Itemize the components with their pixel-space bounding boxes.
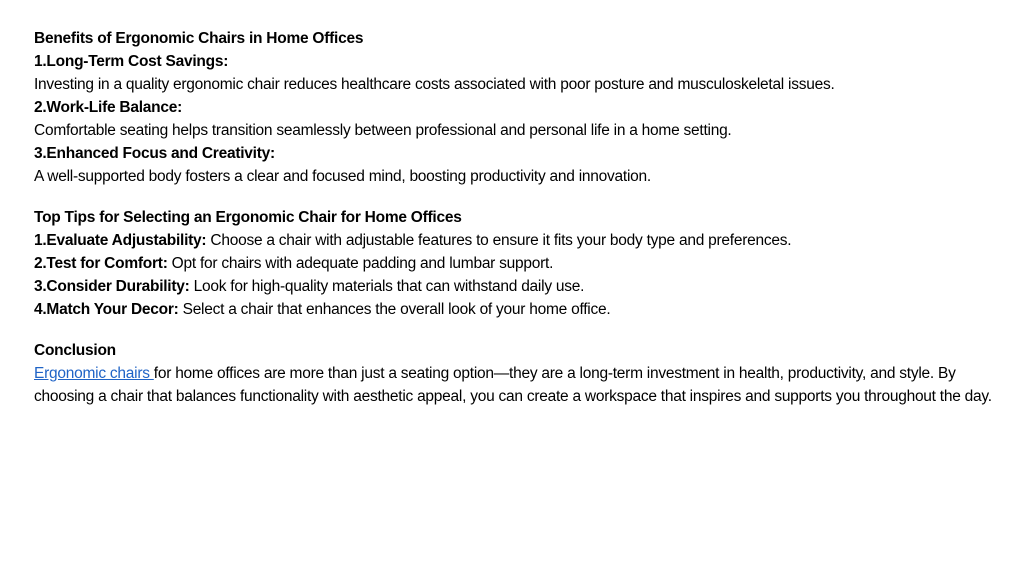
section-spacer bbox=[34, 321, 994, 339]
tip-adjustability bbox=[34, 229, 994, 252]
document-body bbox=[34, 27, 994, 408]
tip-text-comfort: Opt for chairs with adequate padding and lumbar support. bbox=[167, 255, 554, 272]
ergonomic-chairs-link[interactable]: Ergonomic chairs bbox=[34, 365, 154, 382]
tip-heading-durability: 3.Consider Durability: bbox=[34, 278, 190, 295]
conclusion-text: for home offices are more than just a seating option—they are a long-term investment in health, productivity, and style. By choosing a chair that balances functionality with aesthetic appeal, you can create a workspace that inspires and supports you throughout the day. bbox=[34, 365, 992, 405]
benefit-heading-work-life: 2.Work-Life Balance: bbox=[34, 99, 183, 116]
tip-comfort bbox=[34, 252, 994, 275]
section-spacer bbox=[34, 188, 994, 206]
tip-text-durability: Look for high-quality materials that can withstand daily use. bbox=[189, 278, 585, 295]
tip-heading-adjustability: 1.Evaluate Adjustability: bbox=[34, 232, 207, 249]
conclusion-paragraph bbox=[34, 362, 994, 408]
tip-decor bbox=[34, 298, 994, 321]
benefit-heading-focus: 3.Enhanced Focus and Creativity: bbox=[34, 145, 275, 162]
benefit-heading-cost-savings: 1.Long-Term Cost Savings: bbox=[34, 53, 229, 70]
tip-durability bbox=[34, 275, 994, 298]
tip-text-decor: Select a chair that enhances the overall look of your home office. bbox=[178, 301, 611, 318]
tip-heading-decor: 4.Match Your Decor: bbox=[34, 301, 179, 318]
benefits-title: Benefits of Ergonomic Chairs in Home Offices bbox=[34, 30, 364, 47]
benefit-text-work-life: Comfortable seating helps transition seamlessly between professional and personal life in a home setting. bbox=[34, 122, 732, 139]
tip-heading-comfort: 2.Test for Comfort: bbox=[34, 255, 168, 272]
conclusion-title: Conclusion bbox=[34, 342, 116, 359]
benefit-text-cost-savings: Investing in a quality ergonomic chair reduces healthcare costs associated with poor posture and musculoskeletal issues. bbox=[34, 76, 835, 93]
tip-text-adjustability: Choose a chair with adjustable features to ensure it fits your body type and preferences. bbox=[206, 232, 792, 249]
tips-title: Top Tips for Selecting an Ergonomic Chair for Home Offices bbox=[34, 209, 462, 226]
benefit-text-focus: A well-supported body fosters a clear and focused mind, boosting productivity and innovation. bbox=[34, 168, 651, 185]
